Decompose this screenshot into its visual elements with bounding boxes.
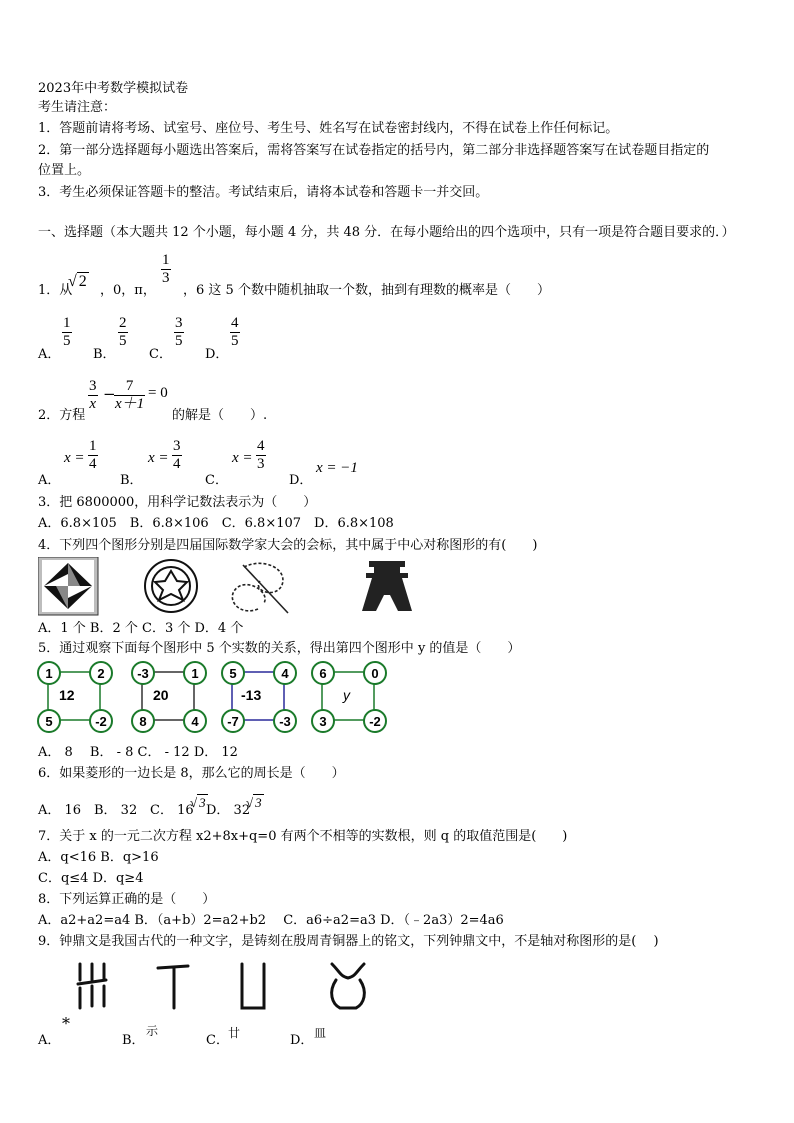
q9-opt-a-char: * (62, 1014, 70, 1033)
q1-opt-a-label: A． (38, 347, 61, 362)
q2-opt-c-lhs: x = (232, 450, 253, 466)
q1-opt-b-label: B． (93, 347, 116, 362)
q6-opt-a: A． 16 (38, 803, 82, 818)
q7-options-1: A．q<16 B．q>16 (38, 850, 159, 865)
q1-opt-a-den: 5 (63, 333, 71, 349)
q4-logos (38, 557, 438, 617)
q5-f2-center: 20 (153, 687, 169, 703)
q6-opt-d: D． 32 (206, 803, 251, 818)
q5-f3-tl: 5 (221, 661, 245, 685)
q5-f2-tl: -3 (131, 661, 155, 685)
q2-f2-num: 7 (125, 378, 134, 394)
q6-opt-c: C． 16 (150, 803, 194, 818)
q1-opt-c-num: 3 (175, 315, 183, 331)
q7-text: 7．关于 x 的一元二次方程 x2+8x+q=0 有两个不相等的实数根，则 q 的取值范围是( ) (38, 829, 568, 844)
glyph-d-icon (332, 964, 365, 1008)
q2-opt-b-lhs: x = (148, 450, 169, 466)
glyph-c-icon (242, 964, 264, 1008)
q9-opt-d-char: 皿 (314, 1026, 327, 1040)
q9-opt-b-label: B． (122, 1033, 145, 1048)
q4-options: A．1 个 B．2 个 C．3 个 D．4 个 (38, 621, 244, 636)
q2-opt-c-num: 4 (257, 438, 265, 454)
notice-2a: 2．第一部分选择题每小题选出答案后，需将答案写在试卷指定的括号内，第二部分非选择题答案写在试卷题目指定的 (38, 143, 710, 158)
q1-suffix: ，6 这 5 个数中随机抽取一个数，抽到有理数的概率是（ ） (183, 283, 550, 298)
q8-options: A．a2+a2=a4 B．（a+b）2=a2+b2 C．a6÷a2=a3 D．（﹣2a3）2=4a6 (38, 913, 504, 928)
q5-f4-bl: 3 (311, 709, 335, 733)
q7-options-2: C．q≤4 D．q≥4 (38, 871, 144, 886)
q5-f3-br: -3 (273, 709, 297, 733)
q2-f1-num: 3 (89, 378, 97, 394)
q8-text: 8．下列运算正确的是（ ） (38, 892, 216, 907)
q1-prefix: 1．从 (38, 283, 73, 298)
q2-opt-c-frac (256, 438, 266, 473)
q5-figure-4 (311, 661, 387, 731)
q1-opt-d-den: 5 (231, 333, 239, 349)
q5-options: A． 8 B． - 8 C． - 12 D． 12 (38, 745, 238, 760)
q1-opt-c-den: 5 (175, 333, 183, 349)
q1-opt-c-label: C． (149, 347, 172, 362)
q2-frac-1 (88, 378, 98, 413)
glyph-b-icon (158, 966, 188, 1008)
q1-frac-den: 3 (162, 270, 170, 286)
q1-opt-b-frac (118, 315, 128, 350)
q2-opt-a-label: A． (38, 473, 61, 488)
notice-2b: 位置上。 (38, 163, 91, 178)
q1-opt-c-frac (174, 315, 184, 350)
notice-3: 3．考生必须保证答题卡的整洁。考试结束后，请将本试卷和答题卡一并交回。 (38, 185, 489, 200)
q2-opt-b-label: B． (120, 473, 143, 488)
q1-opt-a-num: 1 (63, 315, 71, 331)
q9-text: 9．钟鼎文是我国古代的一种文字，是铸刻在殷周青铜器上的铭文，下列钟鼎文中，不是轴对称图形的是( ) (38, 934, 659, 949)
q2-opt-d-text: x = −1 (316, 460, 358, 476)
q9-opt-b-char: 示 (146, 1024, 159, 1038)
q1-opt-d-label: D． (205, 347, 229, 362)
q2-opt-b-den: 4 (173, 456, 181, 472)
q5-text: 5．通过观察下面每个图形中 5 个实数的关系，得出第四个图形中 y 的值是（ ） (38, 641, 521, 656)
q5-f2-br: 4 (183, 709, 207, 733)
q1-opt-b-den: 5 (119, 333, 127, 349)
q5-f3-center: -13 (241, 687, 262, 703)
q5-figure-3 (221, 661, 297, 731)
q5-figure-2 (131, 661, 207, 731)
q2-opt-a-num: 1 (89, 438, 97, 454)
q9-opt-d-label: D． (290, 1033, 314, 1048)
q5-f1-bl: 5 (37, 709, 61, 733)
section-title: 一、选择题（本大题共 12 个小题，每小题 4 分，共 48 分．在每小题给出的四个选项中，只有一项是符合题目要求的．） (38, 225, 735, 240)
q2-suffix: 的解是（ ）. (172, 408, 268, 423)
q2-f1-den: x (89, 396, 97, 412)
q5-f4-center: y (343, 687, 350, 703)
q4-text: 4．下列四个图形分别是四届国际数学家大会的会标，其中属于中心对称图形的有( ) (38, 538, 538, 553)
q3-options: A．6.8×105 B．6.8×106 C．6.8×107 D．6.8×108 (38, 516, 394, 531)
q1-opt-a-frac (62, 315, 72, 350)
q5-f1-tr: 2 (89, 661, 113, 685)
q6-opt-d-sqrt: √ 3 (246, 795, 262, 810)
q2-prefix: 2．方程 (38, 408, 86, 423)
q9-opt-c-char: 廿 (228, 1026, 241, 1040)
q2-eq0: = 0 (148, 385, 168, 401)
q5-f4-tl: 6 (311, 661, 335, 685)
q5-f1-tl: 1 (37, 661, 61, 685)
q9-opt-c-label: C． (206, 1033, 229, 1048)
logo-3-icon (232, 563, 288, 613)
notice-1: 1．答题前请将考场、试室号、座位号、考生号、姓名写在试卷密封线内，不得在试卷上作任何标记。 (38, 121, 619, 136)
q6-opt-c-sqrt: √ 3 (190, 795, 206, 810)
q5-f3-bl: -7 (221, 709, 245, 733)
q1-mid: ，0，π， (100, 283, 156, 298)
q5-f3-tr: 4 (273, 661, 297, 685)
q2-opt-b-num: 3 (173, 438, 181, 454)
q1-opt-b-num: 2 (119, 315, 127, 331)
q1-opt-d-frac (230, 315, 240, 350)
q9-glyphs (70, 958, 370, 1018)
q2-minus: − (103, 385, 116, 403)
q2-opt-c-label: C． (205, 473, 228, 488)
q2-opt-a-frac (88, 438, 98, 473)
logo-2-icon (145, 560, 197, 612)
q5-f2-tr: 1 (183, 661, 207, 685)
q5-f4-tr: 0 (363, 661, 387, 685)
q1-frac-num: 1 (162, 252, 170, 268)
q2-opt-c-den: 3 (257, 456, 265, 472)
q6-text: 6．如果菱形的一边长是 8，那么它的周长是（ ） (38, 766, 345, 781)
notice-title: 考生请注意： (38, 100, 117, 115)
q2-f2-den: x＋1 (115, 396, 145, 412)
q1-fraction (161, 252, 171, 287)
q6-opt-d-rad: 3 (255, 795, 262, 810)
q5-figure-1 (37, 661, 113, 731)
q9-opt-a-label: A． (38, 1033, 61, 1048)
q5-f2-bl: 8 (131, 709, 155, 733)
q6-opt-c-rad: 3 (199, 795, 206, 810)
q1-sqrt-arg: 2 (78, 273, 87, 290)
q2-frac-2 (114, 378, 145, 413)
q1-sqrt: √ 2 (68, 273, 87, 290)
glyph-a-icon (78, 964, 106, 1008)
exam-title: 2023年中考数学模拟试卷 (38, 81, 189, 96)
logo-1-icon (38, 557, 98, 615)
q2-opt-d-label: D． (289, 473, 313, 488)
q5-f4-br: -2 (363, 709, 387, 733)
q6-opt-b: B． 32 (94, 803, 138, 818)
q3-text: 3．把 6800000，用科学记数法表示为（ ） (38, 495, 317, 510)
q1-opt-d-num: 4 (231, 315, 239, 331)
q5-f1-center: 12 (59, 687, 75, 703)
q5-f1-br: -2 (89, 709, 113, 733)
logo-4-icon (362, 561, 412, 611)
q2-opt-a-lhs: x = (64, 450, 85, 466)
q2-opt-a-den: 4 (89, 456, 97, 472)
q2-opt-b-frac (172, 438, 182, 473)
